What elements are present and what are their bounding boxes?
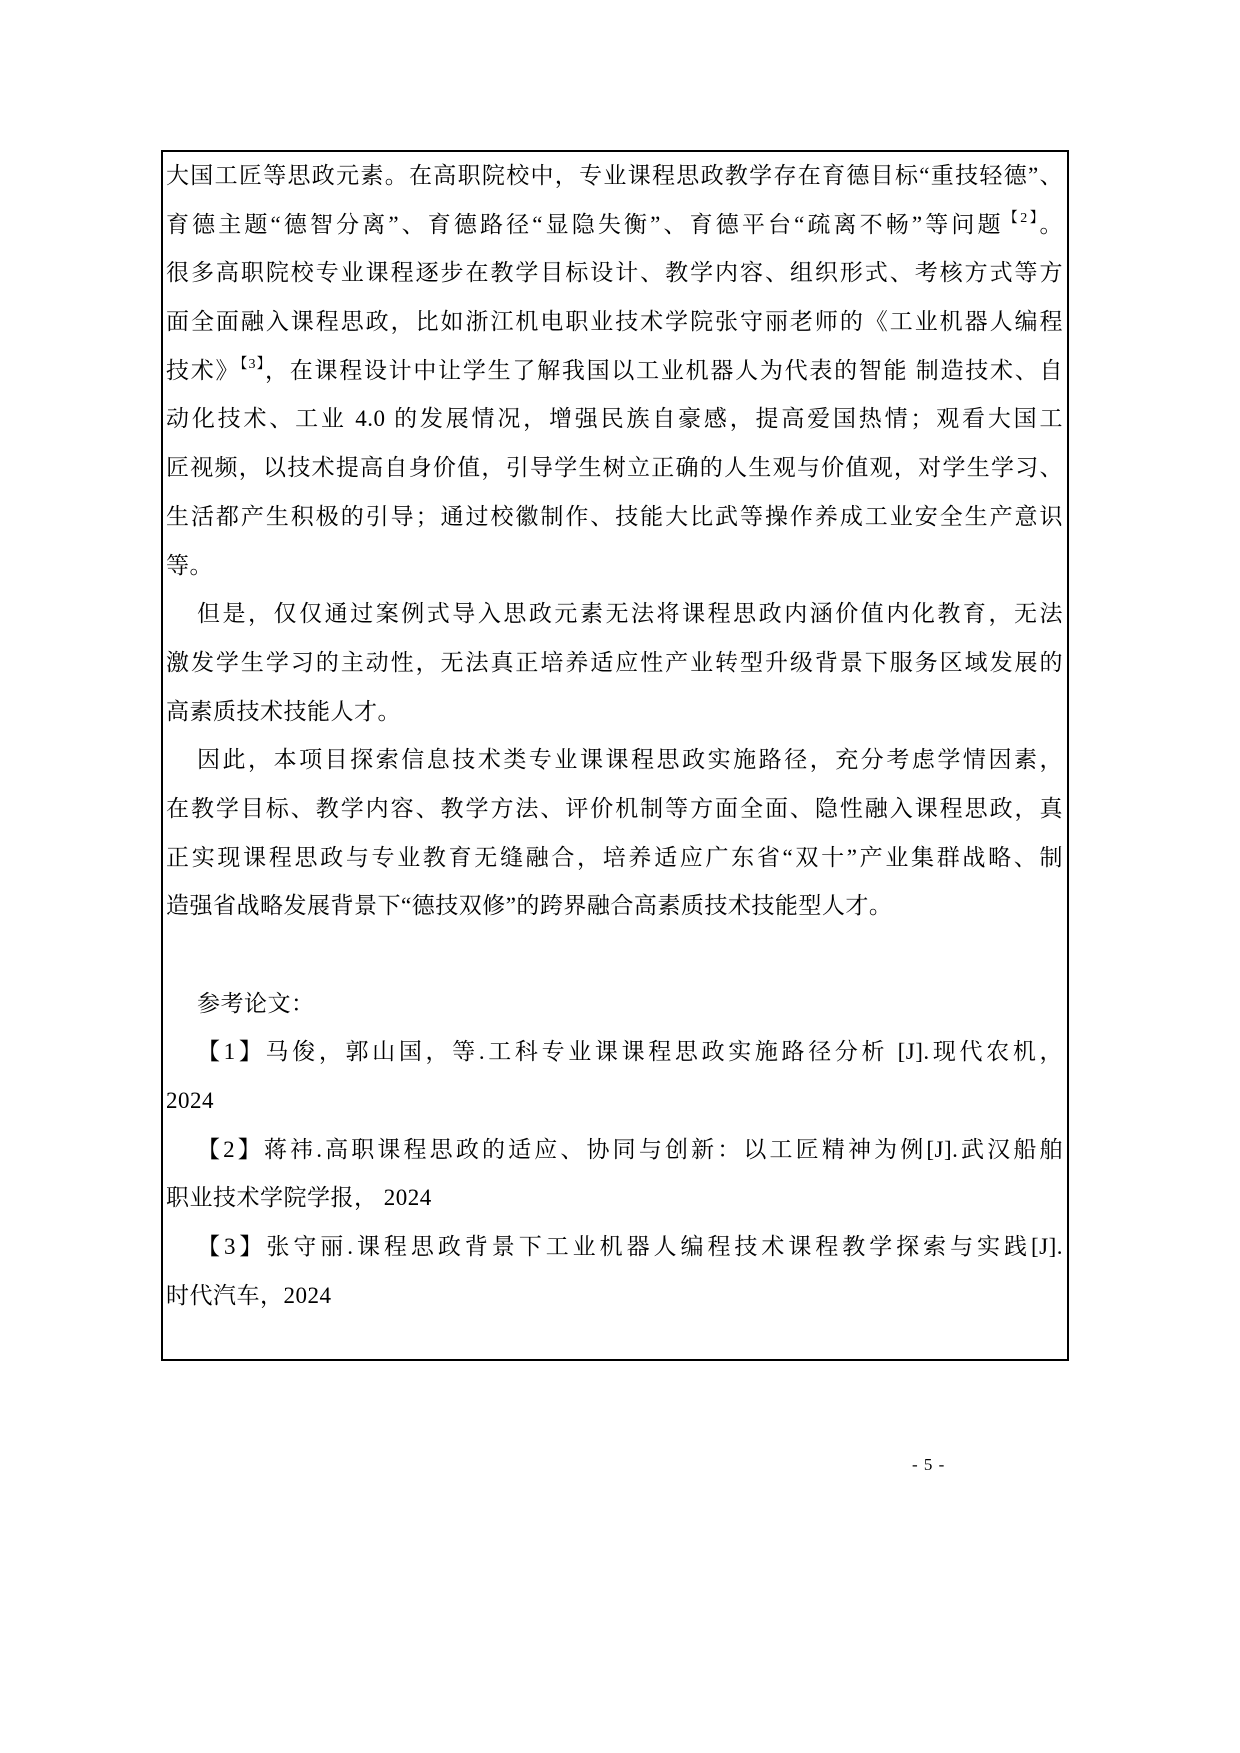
bordered-text-box — [161, 150, 1069, 1361]
text-line: 因此，本项目探索信息技术类专业课课程思政实施路径，充分考虑学情因素， — [197, 747, 1063, 773]
page-number: - 5 - — [912, 1455, 946, 1474]
text-line: 激发学生学习的主动性，无法真正培养适应性产业转型升级背景下服务区域发展的 — [166, 649, 1063, 675]
text-line: 很多高职院校专业课程逐步在教学目标设计、教学内容、组织形式、考核方式等方 — [166, 260, 1063, 286]
text-segment: 育德主题“德智分离”、育德路径“显隐失衡”、育德平台“疏离不畅”等问题 — [166, 211, 1004, 237]
text-line: 【2】蒋祎.高职课程思政的适应、协同与创新：以工匠精神为例[J].武汉船舶 — [197, 1136, 1063, 1162]
text-line: 等。 — [166, 552, 213, 578]
text-line: 正实现课程思政与专业教育无缝融合，培养适应广东省“双十”产业集群战略、制 — [166, 844, 1063, 870]
text-line: 职业技术学院学报， 2024 — [166, 1185, 432, 1211]
text-line: 参考论文： — [197, 990, 315, 1016]
text-line — [166, 201, 1063, 250]
superscript-citation: 【3】 — [240, 356, 265, 372]
text-line: 生活都产生积极的引导；通过校徽制作、技能大比武等操作养成工业安全生产意识 — [166, 503, 1063, 529]
text-line: 面全面融入课程思政，比如浙江机电职业技术学院张守丽老师的《工业机器人编程 — [166, 309, 1063, 335]
text-line: 【3】张守丽.课程思政背景下工业机器人编程技术课程教学探索与实践[J]. — [197, 1234, 1063, 1260]
text-segment: 技术》 — [166, 357, 241, 383]
text-line: 2024 — [166, 1088, 214, 1114]
text-line: 动化技术、工业 4.0 的发展情况，增强民族自豪感，提高爱国热情；观看大国工 — [166, 406, 1063, 432]
blank-line — [166, 931, 1063, 980]
text-line: 造强省战略发展背景下“德技双修”的跨界融合高素质技术技能型人才。 — [166, 893, 893, 919]
text-segment: ，在课程设计中让学生了解我国以工业机器人为代表的智能 制造技术、自 — [264, 357, 1063, 383]
text-line: 高素质技术技能人才。 — [166, 698, 401, 724]
text-line: 时代汽车，2024 — [166, 1282, 332, 1308]
text-line: 在教学目标、教学内容、教学方法、评价机制等方面全面、隐性融入课程思政，真 — [166, 795, 1063, 821]
text-line: 【1】马俊，郭山国，等.工科专业课课程思政实施路径分析 [J].现代农机， — [197, 1039, 1063, 1065]
text-line: 匠视频，以技术提高自身价值，引导学生树立正确的人生观与价值观，对学生学习、 — [166, 455, 1063, 481]
text-line: 但是，仅仅通过案例式导入思政元素无法将课程思政内涵价值内化教育，无法 — [197, 601, 1063, 627]
superscript-citation: 【2】 — [1003, 210, 1040, 226]
text-line — [166, 347, 1063, 396]
text-line: 大国工匠等思政元素。在高职院校中，专业课程思政教学存在育德目标“重技轻德”、 — [166, 163, 1063, 188]
text-segment: 。 — [1039, 211, 1063, 237]
